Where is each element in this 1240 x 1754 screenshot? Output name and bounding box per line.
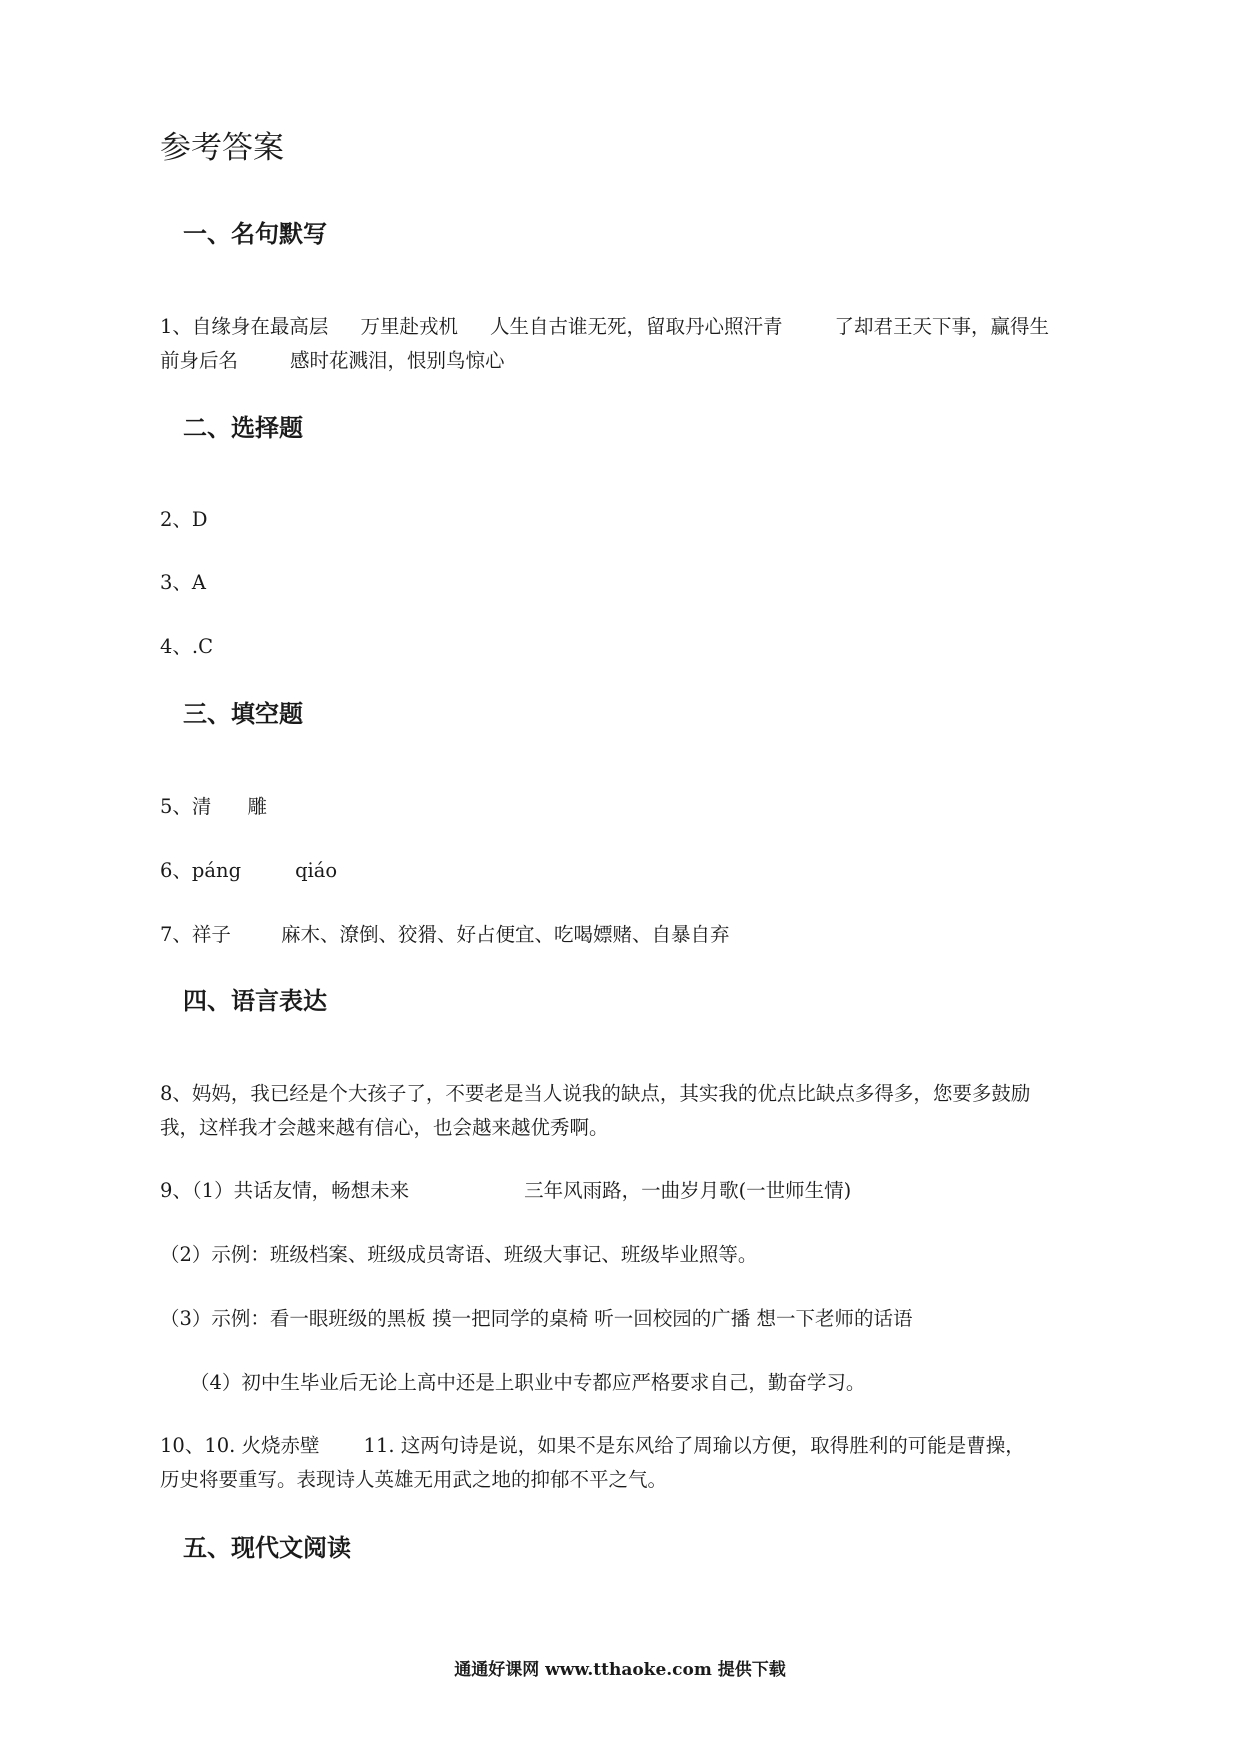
- answer-1-line-2: [160, 344, 505, 378]
- answer-10-line-1: [160, 1429, 1025, 1463]
- answer-1-a: 自缘身在最高层: [191, 315, 329, 338]
- answer-9-part-2: （2）示例：班级档案、班级成员寄语、班级大事记、班级毕业照等。: [160, 1243, 758, 1266]
- answer-3: 3、A: [160, 571, 206, 594]
- answer-1-d: 了却君王天下事，赢得生: [834, 315, 1049, 338]
- answer-5: [160, 790, 267, 824]
- answer-6-a: páng: [191, 859, 242, 882]
- answer-7-b: 麻木、潦倒、狡猾、好占便宜、吃喝嫖赌、自暴自弃: [280, 923, 730, 946]
- answer-5-number: 5、: [160, 795, 192, 818]
- answer-5-a: 清: [191, 795, 212, 818]
- answer-2: 2、D: [160, 508, 208, 531]
- answer-10-line-2: 历史将要重写。表现诗人英雄无用武之地的抑郁不平之气。: [160, 1468, 668, 1491]
- section-heading-modern-reading: 五、现代文阅读: [183, 1534, 351, 1562]
- answer-10-b: 11. 这两句诗是说，如果不是东风给了周瑜以方便，取得胜利的可能是曹操，: [363, 1434, 1025, 1457]
- answer-7: [160, 918, 729, 952]
- footer-download-note: 通通好课网 www.tthaoke.com 提供下载: [454, 1660, 786, 1680]
- answer-7-a: 祥子: [191, 923, 231, 946]
- answer-8-line-1: 8、妈妈，我已经是个大孩子了，不要老是当人说我的缺点，其实我的优点比缺点多得多，您要多鼓励: [160, 1082, 1031, 1105]
- answer-1-b: 万里赴戎机: [360, 315, 458, 338]
- answer-1-c: 人生自古谁无死，留取丹心照汗青: [489, 315, 783, 338]
- answer-9-part-1: [160, 1174, 851, 1208]
- answer-1-e: 前身后名: [160, 349, 239, 372]
- answer-1-f: 感时花溅泪，恨别鸟惊心: [290, 349, 505, 372]
- section-heading-language-expression: 四、语言表达: [183, 987, 327, 1015]
- answer-9-part-1-b: 三年风雨路，一曲岁月歌(一世师生情): [524, 1179, 852, 1202]
- answer-8-line-2: 我，这样我才会越来越有信心，也会越来越优秀啊。: [160, 1116, 609, 1139]
- section-heading-fill-blank: 三、填空题: [183, 700, 303, 728]
- answer-9-part-3: （3）示例：看一眼班级的黑板 摸一把同学的桌椅 听一回校园的广播 想一下老师的话语: [160, 1307, 913, 1330]
- page-title: 参考答案: [160, 130, 284, 166]
- answer-10-a: 10、10. 火烧赤壁: [160, 1434, 320, 1457]
- answer-1-number: 1、: [160, 315, 192, 338]
- answer-6-number: 6、: [160, 859, 192, 882]
- answer-9-part-1-a: 9、（1）共话友情，畅想未来: [160, 1179, 410, 1202]
- section-heading-multiple-choice: 二、选择题: [183, 414, 303, 442]
- answer-6: [160, 854, 337, 888]
- answer-6-b: qiáo: [295, 859, 338, 882]
- answer-9-part-4: （4）初中生毕业后无论上高中还是上职业中专都应严格要求自己，勤奋学习。: [190, 1371, 866, 1394]
- answer-5-b: 雕: [247, 795, 267, 818]
- section-heading-famous-lines: 一、名句默写: [183, 220, 327, 248]
- answer-7-number: 7、: [160, 923, 192, 946]
- answer-1-line-1: [160, 310, 1049, 344]
- answer-4: 4、.C: [160, 635, 214, 658]
